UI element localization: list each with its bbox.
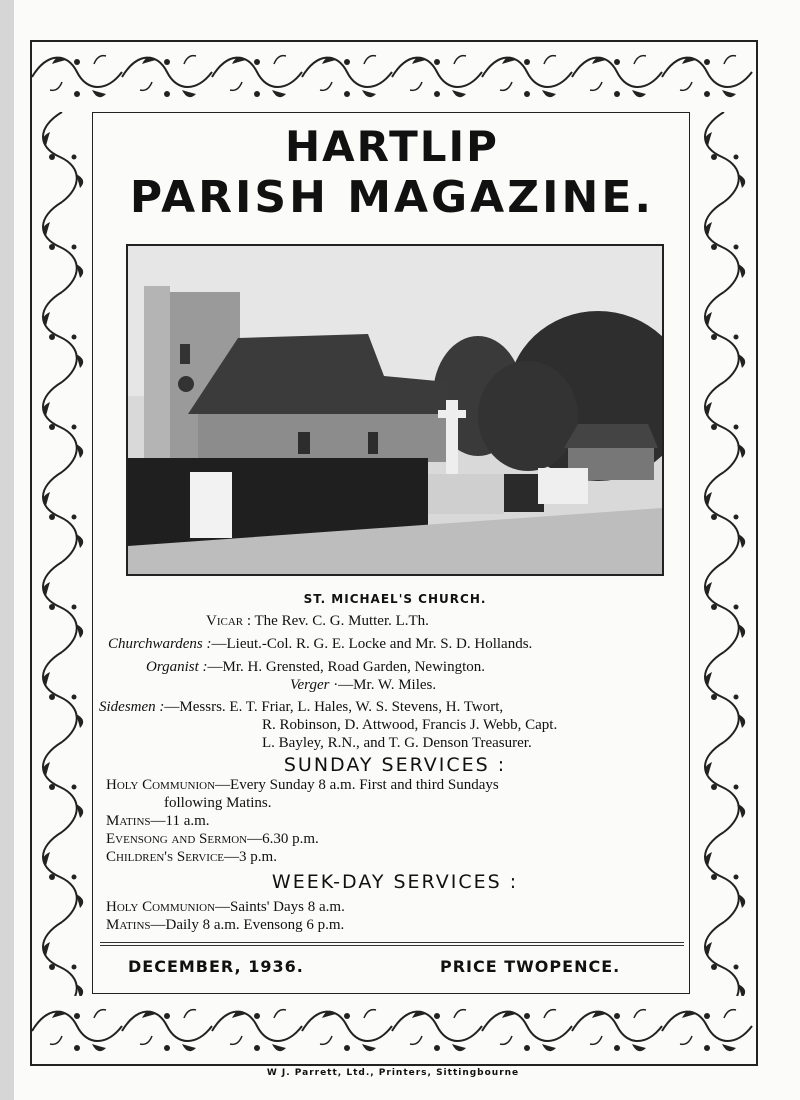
weekday-matins-text: —Daily 8 a.m. Evensong 6 p.m. <box>150 917 345 933</box>
verger-label: Verger <box>290 677 330 693</box>
sunday-children-label: Children's Service <box>106 849 225 865</box>
weekday-services-heading: WEEK-DAY SERVICES : <box>271 871 519 893</box>
weekday-holy-communion-text: —Saints' Days 8 a.m. <box>215 899 345 915</box>
sunday-holy-communion-cont: following Matins. <box>164 795 272 811</box>
divider <box>100 942 684 943</box>
churchwardens-label: Churchwardens : <box>108 636 212 652</box>
church-photo <box>126 244 664 576</box>
sunday-matins <box>106 812 210 830</box>
sunday-matins-label: Matins <box>106 813 151 829</box>
issue-price: PRICE TWOPENCE. <box>440 957 621 976</box>
magazine-title-line1: HARTLIP <box>285 122 499 171</box>
organist-line <box>146 658 485 676</box>
sidesmen-text1: —Messrs. E. T. Friar, L. Hales, W. S. Stevens, H. Twort, <box>164 699 504 715</box>
vicar-text: The Rev. C. G. Mutter. L.Th. <box>254 613 429 629</box>
verger-line <box>290 676 436 694</box>
sidesmen-line3: L. Bayley, R.N., and T. G. Denson Treasurer. <box>262 735 532 751</box>
sunday-holy-communion <box>106 776 499 794</box>
vicar-line <box>206 612 429 630</box>
verger-text: ·—Mr. W. Miles. <box>333 677 437 693</box>
magazine-title-line2: PARISH MAGAZINE. <box>129 172 655 223</box>
weekday-holy-communion <box>106 898 345 916</box>
sunday-holy-communion-text: —Every Sunday 8 a.m. First and third Sundays <box>215 777 499 793</box>
sunday-children-text: —3 p.m. <box>224 849 277 865</box>
printer-credit: W J. Parrett, Ltd., Printers, Sittingbourne <box>266 1068 520 1078</box>
sunday-evensong <box>106 830 319 848</box>
sunday-services-heading: SUNDAY SERVICES : <box>283 754 507 776</box>
weekday-matins-label: Matins <box>106 917 151 933</box>
sunday-matins-text: —11 a.m. <box>150 813 210 829</box>
sunday-holy-communion-label: Holy Communion <box>106 777 216 793</box>
sunday-children <box>106 848 277 866</box>
sidesmen-label: Sidesmen : <box>99 699 165 715</box>
issue-date: DECEMBER, 1936. <box>128 957 304 976</box>
weekday-matins <box>106 916 344 934</box>
churchwardens-line <box>108 635 532 653</box>
photo-caption: ST. MICHAEL'S CHURCH. <box>303 592 487 606</box>
sidesmen-line1 <box>99 698 503 716</box>
churchwardens-text: —Lieut.-Col. R. G. E. Locke and Mr. S. D. Hollands. <box>211 636 533 652</box>
organist-text: —Mr. H. Grensted, Road Garden, Newington. <box>207 659 485 675</box>
sunday-evensong-text: —6.30 p.m. <box>247 831 319 847</box>
vicar-label: Vicar : <box>206 613 252 629</box>
organist-label: Organist : <box>146 659 208 675</box>
weekday-holy-communion-label: Holy Communion <box>106 899 216 915</box>
sunday-evensong-label: Evensong and Sermon <box>106 831 248 847</box>
sidesmen-line2: R. Robinson, D. Attwood, Francis J. Webb, Capt. <box>262 717 558 733</box>
divider <box>100 945 684 946</box>
